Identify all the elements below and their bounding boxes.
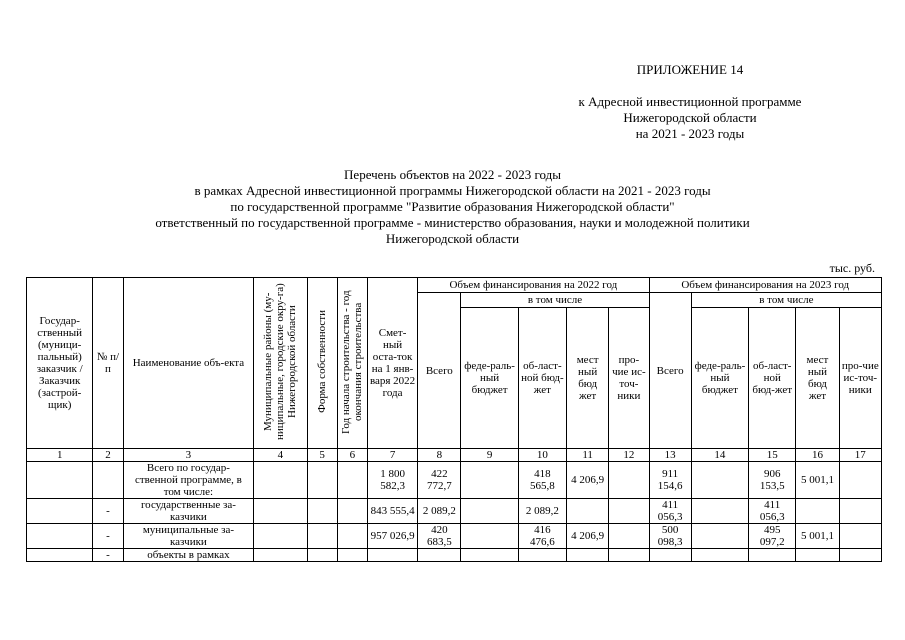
cell-federal-2023 [691, 462, 748, 499]
header-no: № п/п [93, 278, 123, 449]
col-number: 1 [27, 449, 93, 462]
title-line: в рамках Адресной инвестиционной программы Нижегородской области на 2021 - 2023 годы [194, 183, 711, 198]
header-other-2022: про-чие ис-точ-ники [609, 308, 649, 449]
cell: - [93, 524, 123, 549]
cell-other-2022 [609, 499, 649, 524]
units-label: тыс. руб. [829, 261, 875, 275]
cell-federal-2022 [461, 549, 518, 562]
col-number: 4 [254, 449, 307, 462]
cell-regional-2022 [518, 549, 566, 562]
cell [27, 549, 93, 562]
cell-total-2022: 422 772,7 [418, 462, 461, 499]
cell-local-2022 [567, 499, 609, 524]
col-number: 16 [796, 449, 839, 462]
cell [27, 524, 93, 549]
cell [254, 524, 307, 549]
cell-regional-2022: 418 565,8 [518, 462, 566, 499]
cell [337, 462, 367, 499]
cell-total-2022 [418, 549, 461, 562]
cell-object-name: Всего по государ-ственной программе, в том числе: [123, 462, 254, 499]
header-federal-2022: феде-раль-ный бюджет [461, 308, 518, 449]
header-customer: Государ-ственный (муници-пальный) заказчик / Заказчик (застрой-щик) [27, 278, 93, 449]
cell-regional-2023: 906 153,5 [749, 462, 796, 499]
cell-total-2022: 420 683,5 [418, 524, 461, 549]
cell-local-2022: 4 206,9 [567, 524, 609, 549]
cell-other-2022 [609, 462, 649, 499]
header-regional-2022: об-ласт-ной бюд-жет [518, 308, 566, 449]
appendix-number: ПРИЛОЖЕНИЕ 14 [636, 62, 744, 77]
table-row [27, 462, 882, 499]
appendix-header [560, 62, 820, 142]
cell-object-name: муниципальные за-казчики [123, 524, 254, 549]
header-ownership-text: Форма собственности [316, 310, 329, 413]
col-number: 2 [93, 449, 123, 462]
header-local-2022: мест ный бюд жет [567, 308, 609, 449]
header-total-2022: Всего [418, 293, 461, 449]
col-number: 6 [337, 449, 367, 462]
cell-federal-2022 [461, 462, 518, 499]
cell-regional-2023: 411 056,3 [749, 499, 796, 524]
cell [27, 462, 93, 499]
table-row [27, 549, 882, 562]
col-number: 11 [567, 449, 609, 462]
title-line: Нижегородской области [385, 231, 520, 246]
cell [307, 524, 337, 549]
cell-balance: 843 555,4 [367, 499, 417, 524]
header-other-2023: про-чие ис-точ-ники [839, 308, 881, 449]
cell-federal-2022 [461, 524, 518, 549]
cell-local-2023 [796, 499, 839, 524]
col-number: 12 [609, 449, 649, 462]
cell-local-2023 [796, 549, 839, 562]
document-title [20, 167, 885, 247]
cell [254, 499, 307, 524]
cell-regional-2022: 416 476,6 [518, 524, 566, 549]
cell-total-2022: 2 089,2 [418, 499, 461, 524]
col-number: 7 [367, 449, 417, 462]
col-number: 8 [418, 449, 461, 462]
col-number: 10 [518, 449, 566, 462]
cell-balance: 957 026,9 [367, 524, 417, 549]
cell-total-2023: 411 056,3 [649, 499, 691, 524]
cell-other-2023 [839, 549, 881, 562]
col-number: 5 [307, 449, 337, 462]
header-local-2023: мест ный бюд жет [796, 308, 839, 449]
col-number: 17 [839, 449, 881, 462]
table-row [27, 499, 882, 524]
header-including-2023: в том числе [691, 293, 881, 308]
col-number: 13 [649, 449, 691, 462]
cell-balance [367, 549, 417, 562]
header-ownership [307, 278, 337, 449]
cell-other-2023 [839, 499, 881, 524]
col-number: 9 [461, 449, 518, 462]
cell-federal-2023 [691, 549, 748, 562]
header-fin-2022: Объем финансирования на 2022 год [418, 278, 649, 293]
cell-federal-2022 [461, 499, 518, 524]
cell [254, 549, 307, 562]
title-line: ответственный по государственной программе - министерство образования, науки и молодежной политики [155, 215, 750, 230]
header-regional-2023: об-ласт-ной бюд-жет [749, 308, 796, 449]
cell [93, 462, 123, 499]
cell [307, 549, 337, 562]
cell [337, 549, 367, 562]
header-years [337, 278, 367, 449]
cell-federal-2023 [691, 524, 748, 549]
cell [307, 462, 337, 499]
col-number: 15 [749, 449, 796, 462]
cell-local-2023: 5 001,1 [796, 462, 839, 499]
header-years-text: Год начала строительства - год окончания строительства [340, 289, 365, 434]
header-fin-2023: Объем финансирования на 2023 год [649, 278, 881, 293]
header-total-2023: Всего [649, 293, 691, 449]
cell-regional-2022: 2 089,2 [518, 499, 566, 524]
cell-balance: 1 800 582,3 [367, 462, 417, 499]
appendix-line: к Адресной инвестиционной программе [578, 94, 802, 109]
col-number: 14 [691, 449, 748, 462]
cell [254, 462, 307, 499]
cell-total-2023 [649, 549, 691, 562]
table-body [27, 462, 882, 562]
appendix-line: на 2021 - 2023 годы [635, 126, 745, 141]
col-number: 3 [123, 449, 254, 462]
header-balance: Смет-ный оста-ток на 1 янв-варя 2022 года [367, 278, 417, 449]
cell-total-2023: 500 098,3 [649, 524, 691, 549]
cell-other-2023 [839, 524, 881, 549]
cell [27, 499, 93, 524]
cell: - [93, 499, 123, 524]
header-districts-text: Муниципальные районы (му-ниципальные, городские окру-га) Нижегородской области [262, 283, 299, 440]
title-line: по государственной программе "Развитие образования Нижегородской области" [230, 199, 675, 214]
cell [337, 524, 367, 549]
cell-regional-2023: 495 097,2 [749, 524, 796, 549]
cell-local-2023: 5 001,1 [796, 524, 839, 549]
objects-table [26, 277, 882, 562]
cell-other-2023 [839, 462, 881, 499]
header-districts [254, 278, 307, 449]
cell-local-2022 [567, 549, 609, 562]
cell-object-name: объекты в рамках [123, 549, 254, 562]
cell-local-2022: 4 206,9 [567, 462, 609, 499]
cell-object-name: государственные за-казчики [123, 499, 254, 524]
header-name: Наименование объ-екта [123, 278, 254, 449]
cell-regional-2023 [749, 549, 796, 562]
cell: - [93, 549, 123, 562]
cell-other-2022 [609, 524, 649, 549]
cell-total-2023: 911 154,6 [649, 462, 691, 499]
table-row [27, 524, 882, 549]
header-including-2022: в том числе [461, 293, 649, 308]
cell-federal-2023 [691, 499, 748, 524]
cell [337, 499, 367, 524]
title-line: Перечень объектов на 2022 - 2023 годы [344, 167, 561, 182]
cell-other-2022 [609, 549, 649, 562]
column-numbers-row [27, 449, 882, 462]
header-federal-2023: феде-раль-ный бюджет [691, 308, 748, 449]
cell [307, 499, 337, 524]
appendix-line: Нижегородской области [623, 110, 757, 125]
